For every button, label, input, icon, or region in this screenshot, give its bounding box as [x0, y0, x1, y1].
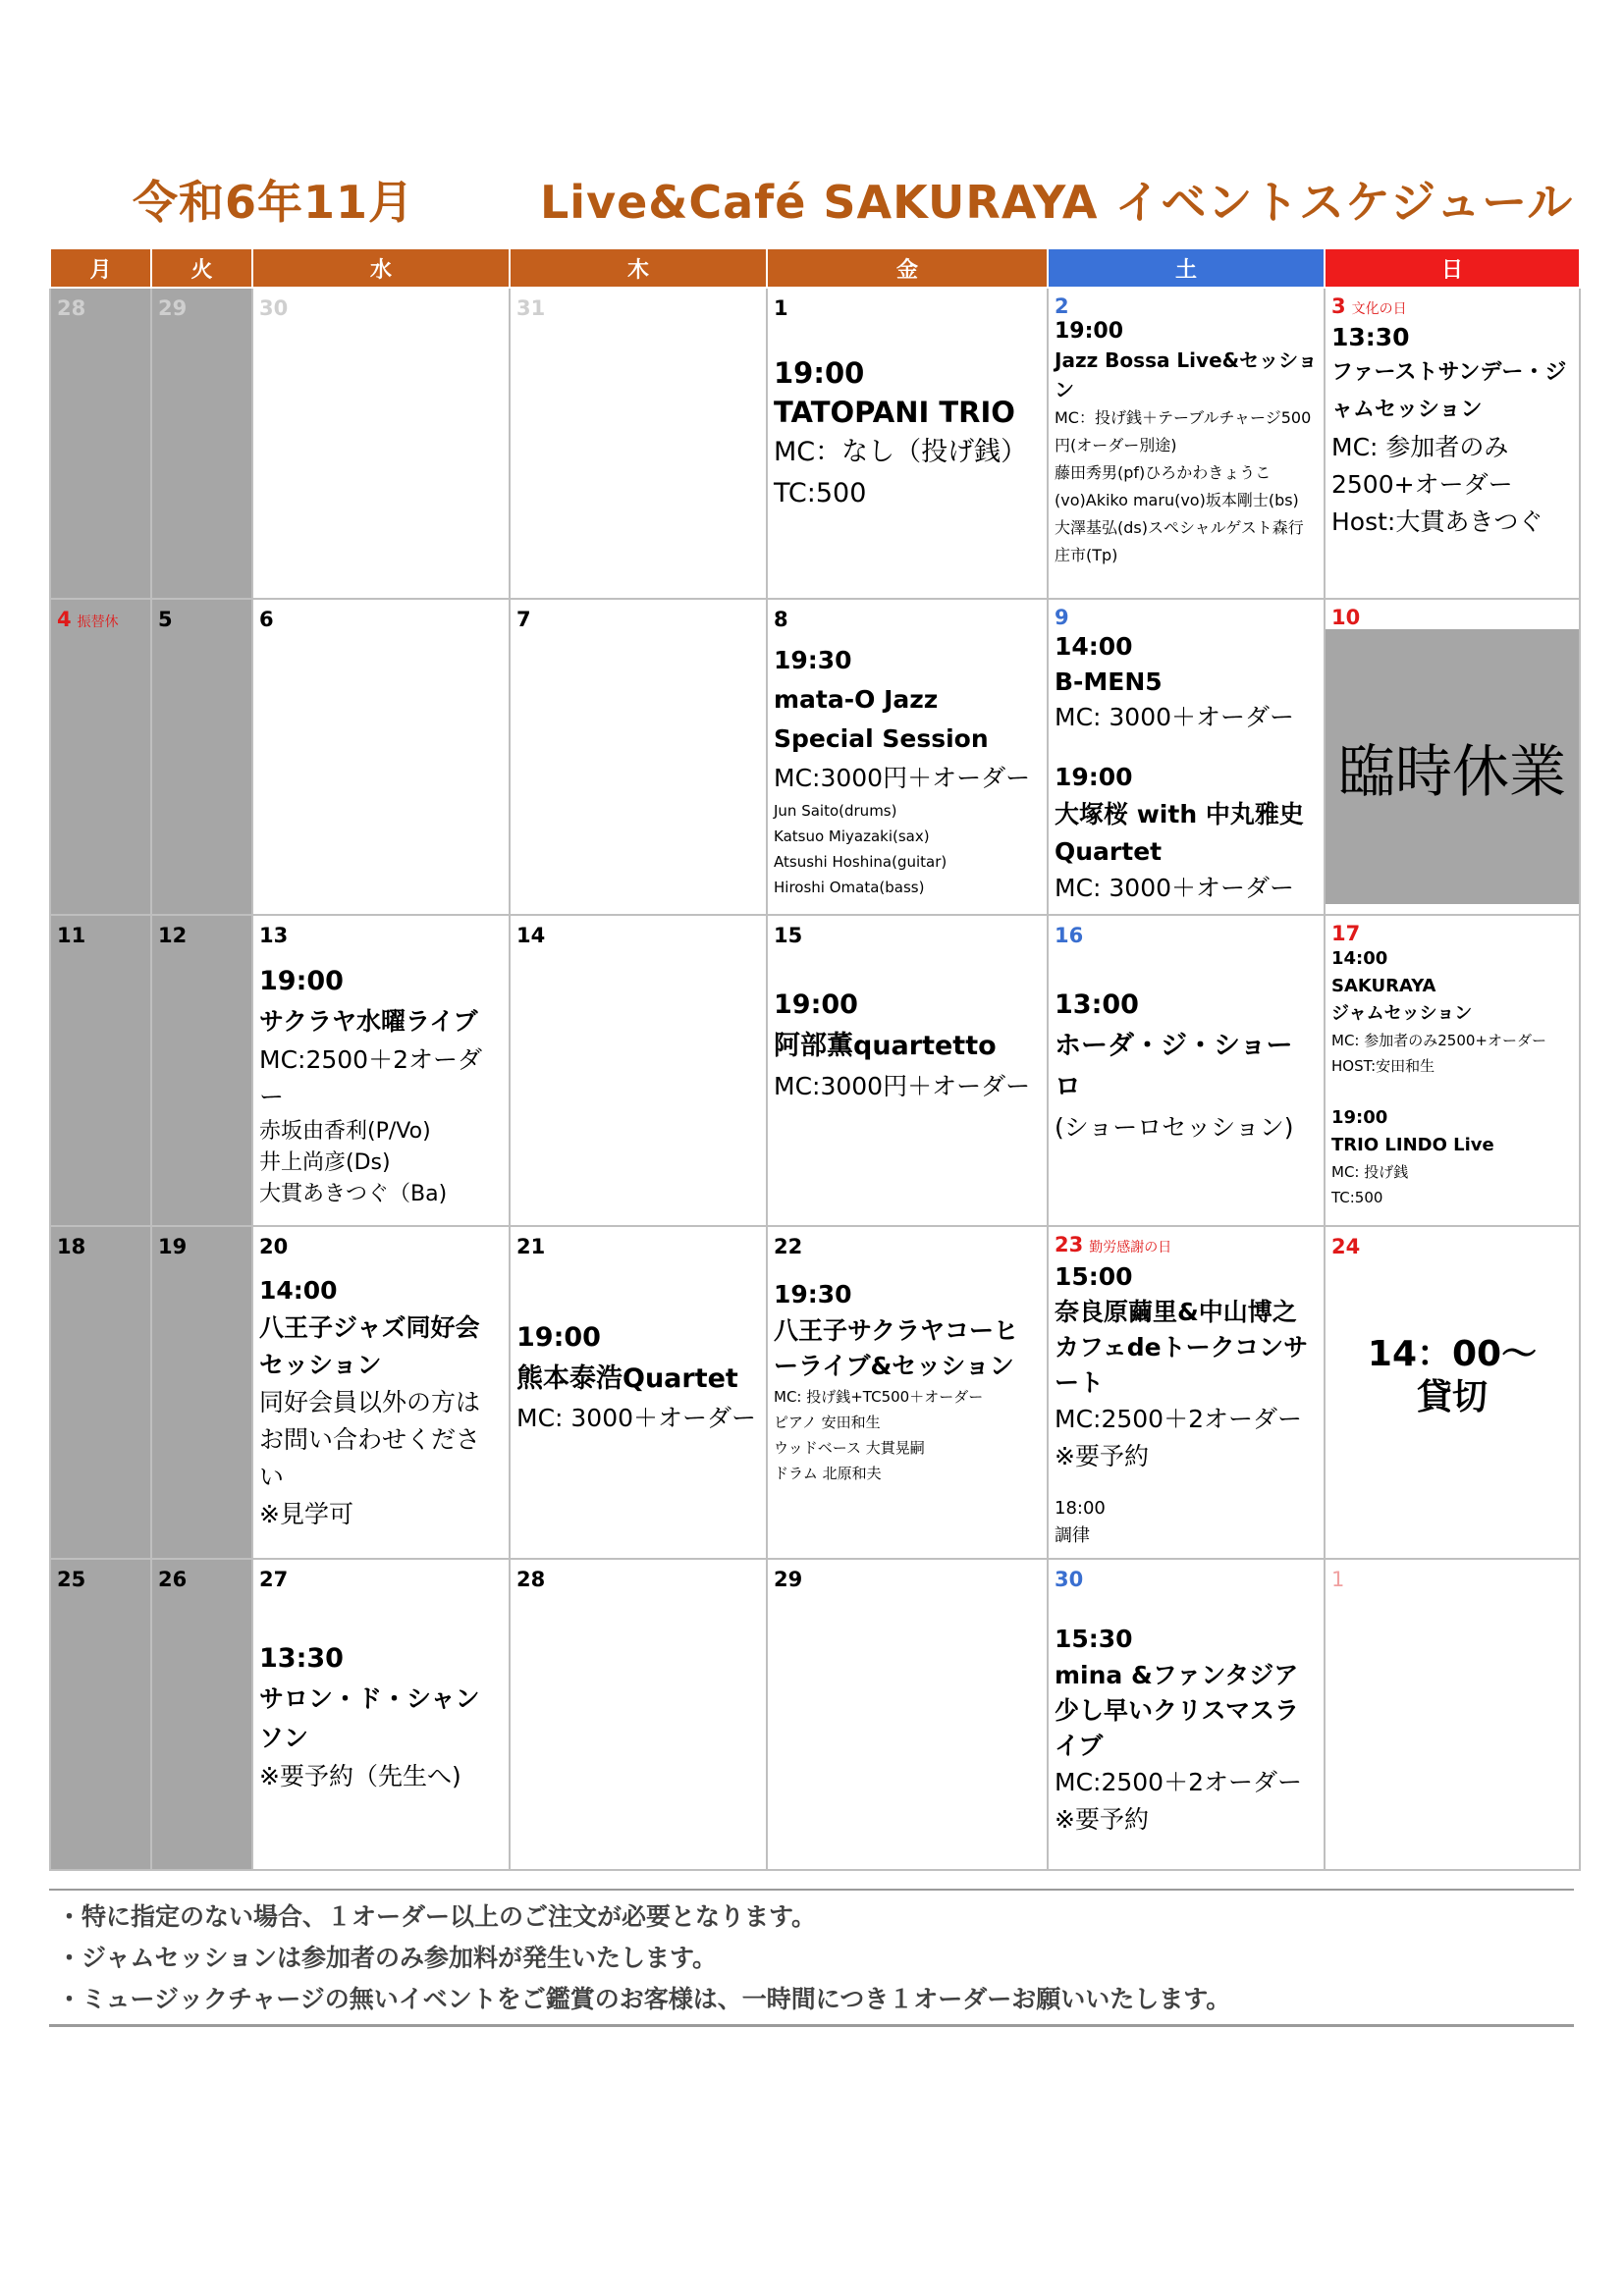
reservation-notice — [1331, 1333, 1573, 1419]
day-number: 30 — [1055, 1568, 1084, 1591]
day-cell — [1048, 599, 1325, 915]
day-number: 16 — [1055, 924, 1084, 947]
day-number: 7 — [516, 608, 531, 631]
day-cell — [252, 288, 510, 599]
day-cell — [1048, 915, 1325, 1226]
day-number: 10 — [1331, 606, 1361, 629]
day-cell — [510, 288, 767, 599]
page-title-month: 令和6年11月 — [133, 176, 415, 229]
event-title: B-MEN5 — [1055, 667, 1163, 696]
day-number: 26 — [158, 1568, 188, 1591]
event-time: 19:00 — [259, 966, 344, 996]
event-title: サクラヤ水曜ライブ — [259, 1007, 478, 1036]
holiday-label: 振替休 — [77, 614, 119, 630]
event-charge: MC:3000円＋オーダー — [774, 1072, 1031, 1100]
day-number: 30 — [259, 296, 289, 320]
week-row — [50, 1226, 1580, 1559]
event-time: 14:00 — [259, 1276, 338, 1305]
day-cell — [151, 1559, 252, 1870]
day-cell — [151, 1226, 252, 1559]
event-detail: HOST:安田和生 — [1331, 1057, 1435, 1075]
event-detail: 同好会員以外の方はお問い合わせください — [259, 1388, 481, 1491]
weekday-sun: 日 — [1325, 248, 1580, 288]
event-time: 19:00 — [774, 356, 865, 390]
event-charge: MC:3000円＋オーダー — [774, 764, 1031, 792]
event-charge: MC: 参加者のみ2500+オーダー — [1331, 1032, 1546, 1049]
day-number: 28 — [516, 1568, 546, 1591]
event-time: 15:30 — [1055, 1625, 1133, 1653]
day-number: 17 — [1331, 922, 1361, 945]
day-cell — [1325, 1559, 1580, 1870]
day-number: 12 — [158, 924, 188, 947]
day-cell — [1325, 288, 1580, 599]
day-cell — [1325, 599, 1580, 915]
day-cell — [767, 599, 1048, 915]
event-time: 15:00 — [1055, 1262, 1133, 1291]
calendar-table — [49, 247, 1581, 1871]
event-time: 19:00 — [1055, 319, 1124, 344]
day-number: 5 — [158, 608, 173, 631]
event-time: 19:30 — [774, 1280, 852, 1308]
day-number: 24 — [1331, 1235, 1361, 1258]
event-detail: ドラム 北原和夫 — [774, 1465, 882, 1482]
day-cell — [510, 1226, 767, 1559]
event-charge: MC: 参加者のみ2500+オーダー — [1331, 433, 1513, 499]
event-time: 14:00 — [1331, 948, 1388, 969]
event-charge: MC:2500＋2オーダー — [1055, 1768, 1302, 1796]
event-title: ファーストサンデー・ジャムセッション — [1331, 360, 1567, 422]
event-time: 13:00 — [1055, 989, 1139, 1020]
weekday-wed: 水 — [252, 248, 510, 288]
day-number: 18 — [57, 1235, 86, 1258]
event-title: 阿部薫quartetto — [774, 1031, 997, 1061]
day-cell — [50, 1559, 151, 1870]
event-title: サロン・ド・シャンソン — [259, 1684, 480, 1752]
note-item: ・特に指定のない場合、１オーダー以上のご注文が必要となります。 — [57, 1902, 817, 1931]
event-charge: MC: 3000＋オーダー — [1055, 703, 1295, 731]
event-charge: MC:2500＋2オーダー — [1055, 1405, 1302, 1433]
day-cell — [767, 1226, 1048, 1559]
day-number: 13 — [259, 924, 289, 947]
event-time: 13:30 — [1331, 323, 1410, 351]
day-cell — [1048, 1226, 1325, 1559]
day-cell — [1048, 288, 1325, 599]
event-title: mina &ファンタジア 少し早いクリスマスライブ — [1055, 1661, 1300, 1760]
event-charge: MC:2500＋2オーダー — [259, 1045, 482, 1111]
closed-notice: 臨時休業 — [1326, 629, 1579, 904]
event-charge: MC: 投げ銭+TC500＋オーダー — [774, 1388, 984, 1406]
day-number: 15 — [774, 924, 803, 947]
event-time: 18:00 — [1055, 1498, 1106, 1519]
day-cell — [1325, 1226, 1580, 1559]
event-detail: ※要予約 — [1055, 1442, 1149, 1470]
day-number: 14 — [516, 924, 546, 947]
day-cell — [50, 915, 151, 1226]
event-detail: 調律 — [1055, 1525, 1090, 1546]
event-detail: TC:500 — [1331, 1189, 1383, 1206]
day-cell — [510, 915, 767, 1226]
day-number: 9 — [1055, 606, 1069, 629]
event-detail: 大貫あきつぐ（Ba) — [259, 1182, 448, 1206]
day-number: 27 — [259, 1568, 289, 1591]
event-charge: MC：投げ銭＋テーブルチャージ500円(オーダー別途) — [1055, 408, 1312, 454]
day-number: 1 — [774, 296, 788, 320]
weekday-fri: 金 — [767, 248, 1048, 288]
event-title: TATOPANI TRIO — [774, 396, 1015, 429]
event-charge: MC: 投げ銭 — [1331, 1163, 1409, 1181]
day-number: 28 — [57, 296, 86, 320]
weekday-header-row — [50, 248, 1580, 288]
day-number: 29 — [774, 1568, 803, 1591]
event-title: Jazz Bossa Live&セッション — [1055, 348, 1318, 401]
day-number: 2 — [1055, 294, 1069, 318]
event-detail: ※要予約 — [1055, 1805, 1149, 1834]
event-time: 14:00 — [1055, 632, 1133, 661]
day-number: 4 振替休 — [57, 608, 119, 631]
holiday-label: 勤労感謝の日 — [1089, 1240, 1172, 1255]
day-cell — [151, 288, 252, 599]
rent-time: 14：00～ — [1367, 1334, 1538, 1374]
event-title: mata-O Jazz Special Session — [774, 685, 989, 753]
day-cell — [151, 599, 252, 915]
week-row — [50, 288, 1580, 599]
day-cell — [50, 288, 151, 599]
event-time: 19:30 — [774, 646, 852, 674]
day-cell — [252, 1226, 510, 1559]
weekday-mon: 月 — [50, 248, 151, 288]
day-number: 6 — [259, 608, 274, 631]
event-charge: MC：なし（投げ銭） — [774, 437, 1028, 467]
rent-label: 貸切 — [1416, 1377, 1488, 1417]
day-cell — [767, 1559, 1048, 1870]
day-number: 29 — [158, 296, 188, 320]
week-row — [50, 599, 1580, 915]
day-cell — [252, 915, 510, 1226]
event-detail: 大澤基弘(ds)スペシャルゲスト森行庄市(Tp) — [1055, 518, 1304, 564]
note-item: ・ミュージックチャージの無いイベントをご鑑賞のお客様は、一時間につき１オーダーお願いいたします。 — [57, 1985, 1231, 2013]
event-title: 熊本泰浩Quartet — [516, 1363, 738, 1394]
event-title: 奈良原繭里&中山博之カフェdeトークコンサート — [1055, 1298, 1309, 1397]
day-cell — [510, 599, 767, 915]
event-time: 19:00 — [1331, 1107, 1388, 1128]
day-number: 3 文化の日 — [1331, 294, 1407, 318]
day-number: 8 — [774, 608, 788, 631]
event-detail: ※要予約（先生へ) — [259, 1762, 461, 1790]
weekday-thu: 木 — [510, 248, 767, 288]
day-number: 23 勤労感謝の日 — [1055, 1233, 1172, 1256]
day-cell — [1048, 1559, 1325, 1870]
holiday-label: 文化の日 — [1351, 301, 1407, 317]
event-detail: ピアノ 安田和生 — [774, 1414, 881, 1431]
event-title: ジャムセッション — [1331, 1003, 1473, 1024]
day-number: 25 — [57, 1568, 86, 1591]
event-time: 19:00 — [1055, 763, 1133, 791]
event-detail: (ショーロセッション) — [1055, 1113, 1294, 1142]
day-number: 21 — [516, 1235, 546, 1258]
event-detail: Host:大貫あきつぐ — [1331, 507, 1543, 536]
day-cell — [510, 1559, 767, 1870]
page-title: Live&Café SAKURAYA イベントスケジュール — [540, 176, 1574, 229]
event-detail: 藤田秀男(pf)ひろかわきょうこ(vo)Akiko maru(vo)坂本剛士(bs) — [1055, 463, 1299, 509]
day-cell — [252, 1559, 510, 1870]
event-detail: TC:500 — [774, 478, 867, 508]
day-cell — [767, 915, 1048, 1226]
event-charge: MC: 3000＋オーダー — [516, 1404, 757, 1432]
weekday-tue: 火 — [151, 248, 252, 288]
note-item: ・ジャムセッションは参加者のみ参加料が発生いたします。 — [57, 1944, 718, 1972]
day-number: 19 — [158, 1235, 188, 1258]
day-cell — [50, 1226, 151, 1559]
event-title: ホーダ・ジ・ショーロ — [1055, 1031, 1293, 1102]
day-number: 31 — [516, 296, 546, 320]
day-number: 1 — [1331, 1568, 1345, 1591]
event-charge: MC: 3000＋オーダー — [1055, 874, 1295, 902]
event-detail: ウッドベース 大貫晃嗣 — [774, 1439, 925, 1457]
notes-section — [49, 1889, 1574, 2027]
event-detail: 赤坂由香利(P/Vo) — [259, 1119, 431, 1144]
event-detail: Hiroshi Omata(bass) — [774, 879, 925, 896]
day-cell — [1325, 915, 1580, 1226]
event-title: 八王子ジャズ同好会セッション — [259, 1313, 480, 1379]
day-number: 20 — [259, 1235, 289, 1258]
day-cell — [252, 599, 510, 915]
week-row — [50, 1559, 1580, 1870]
event-title: 八王子サクラヤコーヒーライブ&セッション — [774, 1316, 1019, 1380]
week-row — [50, 915, 1580, 1226]
weekday-sat: 土 — [1048, 248, 1325, 288]
day-cell — [50, 599, 151, 915]
event-detail: Atsushi Hoshina(guitar) — [774, 853, 947, 871]
event-detail: Katsuo Miyazaki(sax) — [774, 828, 930, 845]
event-detail: 井上尚彦(Ds) — [259, 1150, 391, 1175]
event-detail: Jun Saito(drums) — [774, 802, 897, 820]
event-detail: ※見学可 — [259, 1500, 353, 1528]
day-cell — [151, 915, 252, 1226]
event-time: 13:30 — [259, 1643, 344, 1674]
event-title: 大塚桜 with 中丸雅史Quartet — [1055, 800, 1304, 866]
event-time: 19:00 — [774, 989, 858, 1020]
day-cell — [767, 288, 1048, 599]
event-time: 19:00 — [516, 1322, 601, 1353]
event-title: TRIO LINDO Live — [1331, 1135, 1494, 1155]
event-title: SAKURAYA — [1331, 976, 1436, 996]
day-number: 11 — [57, 924, 86, 947]
day-number: 22 — [774, 1235, 803, 1258]
